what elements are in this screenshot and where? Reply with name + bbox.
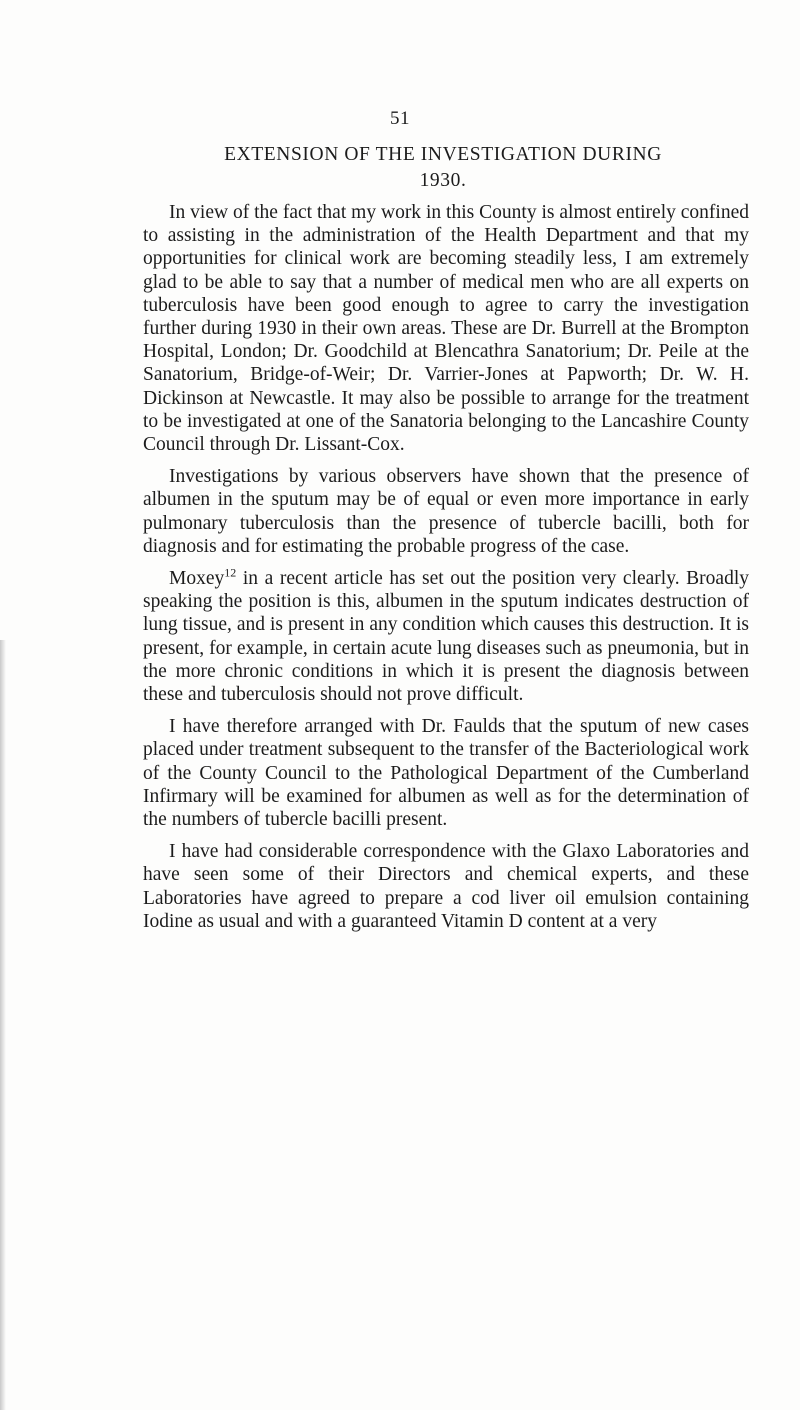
paragraph-faulds: I have therefore arranged with Dr. Faulds that the sputum of new cases placed under treatment subsequent to the transfer of the Bacteriological work of the County Council to the Pathological Department of the Cumberland Infirmary will be examined for albumen as well as for the determination of the numbers of tubercle bacilli present. <box>143 716 749 831</box>
page-edge-shadow <box>0 640 6 1410</box>
body-text <box>143 201 749 933</box>
paragraph-moxey <box>143 567 749 706</box>
paragraph-investigations: Investigations by various observers have shown that the presence of albumen in the sputum may be of equal or even more importance in early pulmonary tuberculosis than the presence of tubercle bacilli, both for diagnosis and for estimating the probable progress of the case. <box>143 466 749 557</box>
paragraph-moxey-text: in a recent article has set out the position very clearly. Broadly speaking the position is this, albumen in the sputum indicates destruction of lung tissue, and is present in any condition which causes this destruction. It is present, for example, in certain acute lung diseases such as pneumonia, but in the more chronic conditions in which it is present the diagnosis between these and tuberculosis should not prove difficult. <box>143 568 749 706</box>
section-heading <box>143 142 743 194</box>
paragraph-glaxo: I have had considerable correspondence with the Glaxo Laboratories and have seen some of their Directors and chemical experts, and these Laboratories have agreed to prepare a cod liver oil emulsion containing Iodine as usual and with a guaranteed Vitamin D content at a very <box>143 841 749 932</box>
paragraph-extension: In view of the fact that my work in this County is almost entirely confined to assisting in the administration of the Health Department and that my opportunities for clinical work are becoming steadily less, I am extremely glad to be able to say that a number of medical men who are all experts on tuberculosis have been good enough to agree to carry the investigation further during 1930 in their own areas. These are Dr. Burrell at the Brompton Hospital, London; Dr. Goodchild at Blencathra Sanatorium; Dr. Peile at the Sanatorium, Bridge-of-Weir; Dr. Varrier-Jones at Papworth; Dr. W. H. Dickinson at Newcastle. It may also be possible to arrange for the treatment to be investigated at one of the Sanatoria belonging to the Lancashire County Council through Dr. Lissant-Cox. <box>143 202 749 456</box>
section-heading-line-2: 1930. <box>419 170 467 191</box>
reference-superscript: 12 <box>224 565 237 580</box>
author-name: Moxey <box>169 568 225 590</box>
section-heading-line-1: EXTENSION OF THE INVESTIGATION DURING <box>224 144 662 165</box>
page-number: 51 <box>390 108 410 129</box>
